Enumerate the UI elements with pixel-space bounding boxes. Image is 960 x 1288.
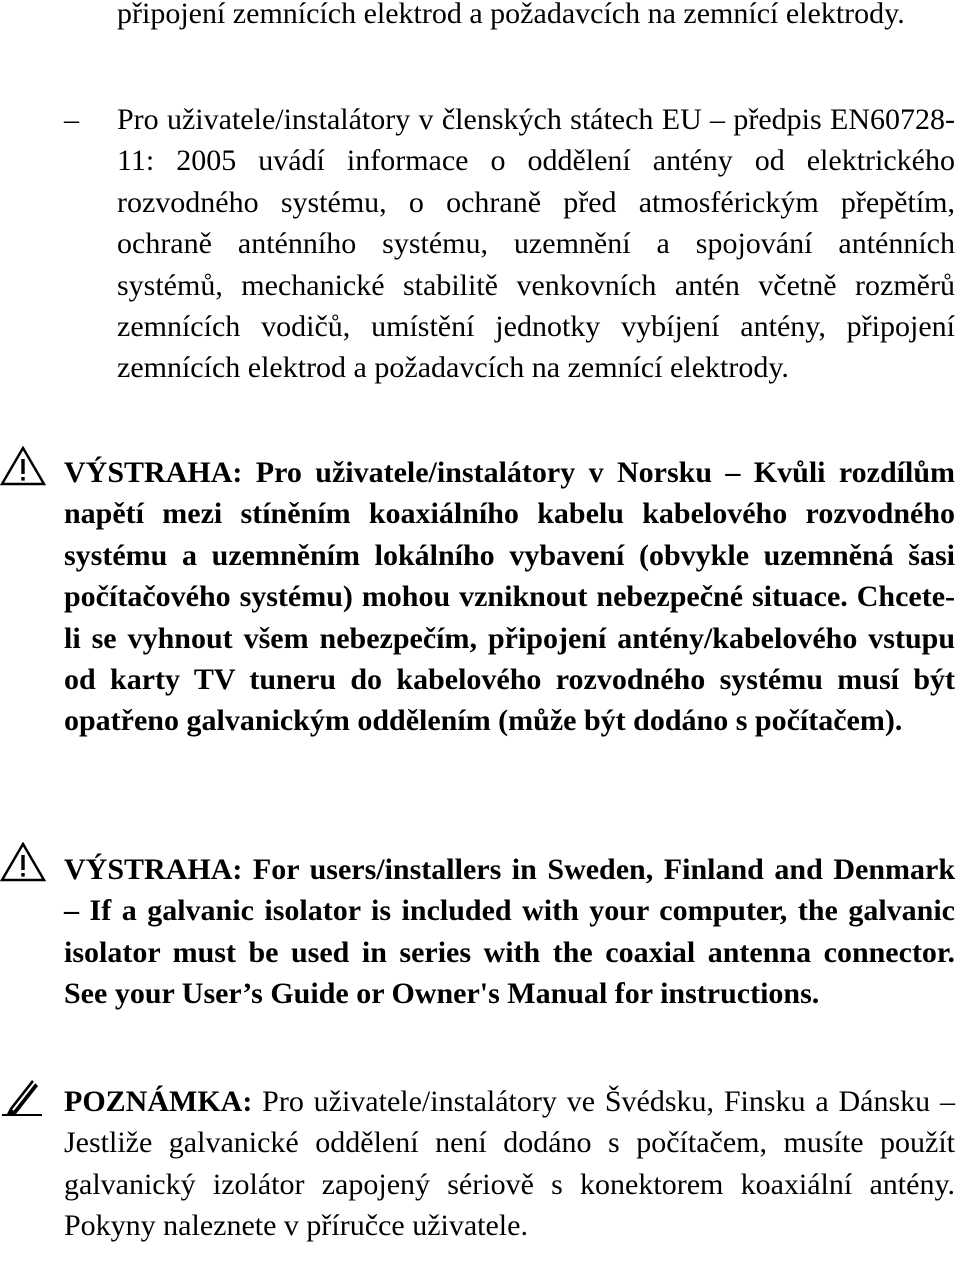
warning-triangle-icon <box>0 446 46 491</box>
warning-triangle-icon <box>0 842 46 887</box>
warning-norway-paragraph <box>64 452 955 742</box>
pencil-note-icon <box>2 1076 42 1121</box>
note-paragraph <box>64 1081 955 1247</box>
warning-nordic-text: For users/installers in Sweden, Finland and Denmark – If a galvanic isolator is included with your computer, the galvanic isolator must be used in series with the coaxial antenna connector. See your User’s Guide or Owner's Manual for instructions. <box>64 853 955 1011</box>
bullet-dash: – <box>64 103 79 136</box>
warning-norway-text: Pro uživatele/instalátory v Norsku – Kvůli rozdílům napětí mezi stíněním koaxiálního kabelu kabelového rozvodného systému a uzemněním lokálního vybavení (obvykle uzemněná šasi počítačového systému) mohou vzniknout nebezpečné situace. Chcete-li se vyhnout všem nebezpečím, připojení antény/kabelového vstupu od karty TV tuneru do kabelového rozvodného systému musí být opatřeno galvanickým oddělením (může být dodáno s počítačem). <box>64 456 956 738</box>
continuation-paragraph: připojení zemnících elektrod a požadavcích na zemnící elektrody. <box>117 0 905 30</box>
eu-bullet-paragraph: Pro uživatele/instalátory v členských státech EU – předpis EN60728-11: 2005 uvádí informace o oddělení antény od elektrického rozvodného systému, o ochraně před atmosférickým přepětím, ochraně anténního systému, uzemnění a spojování anténních systémů, mechanické stabilitě venkovních antén včetně rozměrů zemnících vodičů, umístění jednotky vybíjení antény, připojení zemnících elektrod a požadavcích na zemnící elektrody. <box>117 103 955 385</box>
warning-label: VÝSTRAHA: <box>64 456 243 489</box>
warning-nordic-paragraph <box>64 849 955 1015</box>
note-label: POZNÁMKA: <box>64 1085 253 1118</box>
warning-label: VÝSTRAHA: <box>64 853 243 886</box>
note-text: Pro uživatele/instalátory ve Švédsku, Finsku a Dánsku – Jestliže galvanické oddělení není dodáno s počítačem, musíte použít galvanický izolátor zapojený sériově s konektorem koaxiální antény. Pokyny naleznete v příručce uživatele. <box>64 1085 955 1243</box>
